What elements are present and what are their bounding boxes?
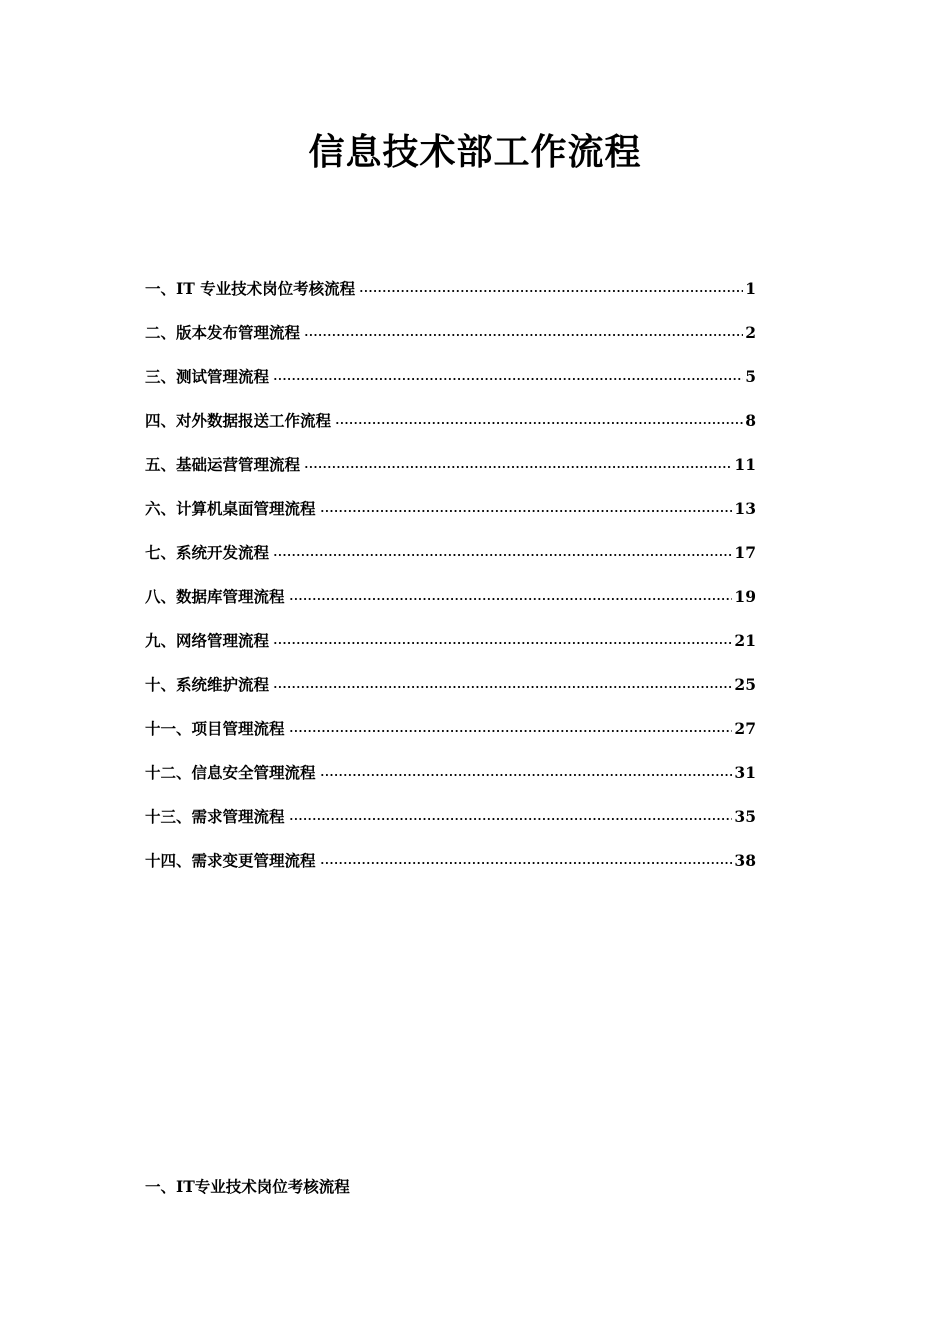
toc-dot-leader xyxy=(304,333,743,337)
toc-entry-label: 九、网络管理流程 xyxy=(145,631,270,650)
toc-entry-label: 二、版本发布管理流程 xyxy=(145,323,301,342)
toc-entry-label: 十二、信息安全管理流程 xyxy=(145,763,316,782)
toc-entry-page: 2 xyxy=(745,323,756,342)
toc-entry xyxy=(145,654,756,698)
toc-entry xyxy=(145,434,756,478)
toc-entry-page: 31 xyxy=(734,763,756,782)
toc-dot-leader xyxy=(289,597,733,601)
toc-entry-label: 三、测试管理流程 xyxy=(145,367,270,386)
toc-entry xyxy=(145,566,756,610)
toc-dot-leader xyxy=(273,685,732,689)
toc-entry-page: 19 xyxy=(734,587,756,606)
toc-dot-leader xyxy=(304,465,732,469)
toc-entry-label: 十四、需求变更管理流程 xyxy=(145,851,316,870)
toc-entry-page: 1 xyxy=(745,279,756,298)
toc-entry-page: 38 xyxy=(734,851,756,870)
toc-entry-page: 35 xyxy=(734,807,756,826)
toc-entry-label: 四、对外数据报送工作流程 xyxy=(145,411,332,430)
toc-entry-page: 8 xyxy=(745,411,756,430)
toc-entry-label: 十、系统维护流程 xyxy=(145,675,270,694)
toc-entry xyxy=(145,478,756,522)
toc-entry xyxy=(145,610,756,654)
toc-entry-label: 一、IT 专业技术岗位考核流程 xyxy=(145,279,356,298)
toc-dot-leader xyxy=(273,641,732,645)
toc-entry-page: 25 xyxy=(734,675,756,694)
toc-entry-label: 十一、项目管理流程 xyxy=(145,719,285,738)
table-of-contents xyxy=(145,258,756,874)
toc-entry-page: 11 xyxy=(734,455,756,474)
toc-dot-leader xyxy=(273,553,732,557)
toc-dot-leader xyxy=(273,377,743,381)
toc-entry xyxy=(145,390,756,434)
toc-entry-page: 21 xyxy=(734,631,756,650)
toc-dot-leader xyxy=(289,817,733,821)
toc-entry-label: 八、数据库管理流程 xyxy=(145,587,285,606)
toc-entry-label: 六、计算机桌面管理流程 xyxy=(145,499,316,518)
toc-entry-page: 5 xyxy=(745,367,756,386)
toc-entry xyxy=(145,698,756,742)
toc-dot-leader xyxy=(335,421,743,425)
toc-entry xyxy=(145,830,756,874)
toc-entry-label: 七、系统开发流程 xyxy=(145,543,270,562)
toc-dot-leader xyxy=(289,729,733,733)
toc-entry xyxy=(145,302,756,346)
section-heading: 一、IT专业技术岗位考核流程 xyxy=(145,1177,350,1196)
toc-entry xyxy=(145,346,756,390)
toc-entry xyxy=(145,786,756,830)
toc-dot-leader xyxy=(320,861,733,865)
toc-entry-label: 十三、需求管理流程 xyxy=(145,807,285,826)
toc-entry xyxy=(145,742,756,786)
toc-dot-leader xyxy=(320,773,733,777)
toc-entry xyxy=(145,258,756,302)
document-title: 信息技术部工作流程 xyxy=(308,131,642,173)
toc-entry xyxy=(145,522,756,566)
toc-dot-leader xyxy=(359,289,743,293)
toc-entry-page: 27 xyxy=(734,719,756,738)
toc-entry-label: 五、基础运营管理流程 xyxy=(145,455,301,474)
toc-entry-page: 13 xyxy=(734,499,756,518)
toc-entry-page: 17 xyxy=(734,543,756,562)
toc-dot-leader xyxy=(320,509,733,513)
